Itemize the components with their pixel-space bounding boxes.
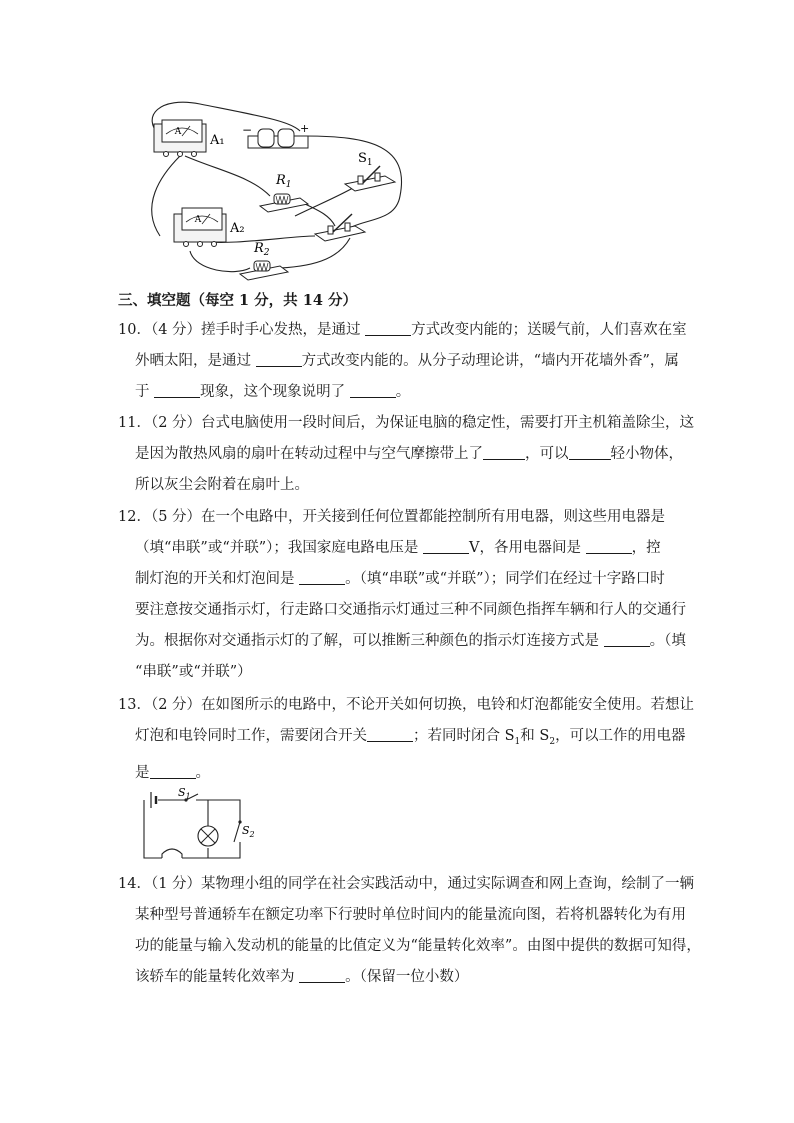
question-10 — [118, 315, 687, 408]
q12-text: 。（填 — [649, 633, 686, 649]
q13-text: ；若同时闭合 S — [413, 728, 515, 744]
switch-s2-icon — [234, 820, 242, 842]
q12-text: ，控 — [631, 540, 661, 556]
switch-icon — [315, 214, 365, 241]
q14-text: 。（保留一位小数） — [345, 969, 469, 985]
answer-blank[interactable] — [367, 726, 413, 742]
q10-text: 。 — [395, 384, 411, 400]
question-14 — [118, 869, 701, 993]
resistor-r2-icon — [240, 261, 288, 280]
q10-text: 于 — [135, 384, 155, 400]
circuit-figure-ammeters — [140, 96, 410, 282]
q14-text: 14．（1 分）某物理小组的同学在社会实践活动中，通过实际调查和网上查询，绘制了一辆 — [118, 876, 695, 892]
q11-text: 所以灰尘会附着在扇叶上。 — [135, 477, 309, 493]
switch-s1-icon — [345, 166, 395, 191]
q10-text: 现象，这个现象说明了 — [200, 384, 350, 400]
q14-text: 功的能量与输入发动机的能量的比值定义为“能量转化效率”。由图中提供的数据可知得， — [135, 938, 701, 954]
q13-text: ，可以工作的用电器 — [555, 728, 686, 744]
bell-icon — [162, 849, 182, 858]
section-heading: 三、填空题（每空 1 分，共 14 分） — [118, 292, 357, 309]
q13-text: 和 S — [520, 728, 550, 744]
battery-minus-label: − — [242, 123, 253, 137]
question-13 — [118, 690, 695, 789]
ammeter-a1-icon — [154, 120, 206, 157]
switch-s2-label: $S_2$ — [242, 824, 255, 839]
q11-text: ，可以 — [525, 446, 569, 462]
ammeter-a2-label: A₂ — [230, 221, 245, 236]
q11-text: 轻小物体， — [610, 446, 683, 462]
q10-text: 方式改变内能的；送暖气前，人们喜欢在室 — [411, 322, 687, 338]
q12-text: 为。根据你对交通指示灯的了解，可以推断三种颜色的指示灯连接方式是 — [135, 633, 604, 649]
meter-a2-face-label: A — [194, 215, 202, 225]
q12-text: （填“串联”或“并联”）；我国家庭电路电压是 — [135, 540, 424, 556]
answer-blank[interactable] — [604, 631, 650, 647]
q14-text: 该轿车的能量转化效率为 — [135, 969, 300, 985]
q13-text: 是 — [135, 764, 150, 781]
circuit-figure-bell-lamp — [138, 786, 255, 860]
answer-blank[interactable] — [350, 382, 396, 398]
q13-text: 灯泡和电铃同时工作，需要闭合开关 — [135, 728, 367, 744]
ammeter-a1-label: A₁ — [210, 133, 225, 148]
q12-text: 制灯泡的开关和灯泡间是 — [135, 571, 300, 587]
q10-text: 方式改变内能的。从分子动理论讲，“墙内开花墙外香”，属 — [301, 353, 679, 369]
answer-blank[interactable] — [150, 763, 196, 779]
q13-sub: 2 — [549, 736, 556, 747]
q10-text: 10．（4 分）搓手时手心发热，是通过 — [118, 322, 366, 338]
question-11 — [118, 408, 695, 501]
q13-text: 。 — [195, 764, 210, 781]
q12-text: V，各用电器间是 — [469, 540, 586, 556]
resistor-r1-label: $R_1$ — [276, 173, 292, 190]
switch-s1-label: $S_1$ — [358, 151, 373, 168]
question-12 — [118, 502, 684, 688]
q12-text: “串联”或“并联”） — [135, 664, 252, 680]
switch-s1-label: $S_1$ — [178, 786, 191, 801]
answer-blank[interactable] — [365, 320, 411, 336]
lamp-icon — [198, 826, 218, 846]
battery-icon — [151, 792, 156, 808]
q10-text: 外晒太阳，是通过 — [135, 353, 256, 369]
ammeter-a2-icon — [174, 208, 226, 247]
answer-blank[interactable] — [483, 444, 525, 460]
q13-text: 13．（2 分）在如图所示的电路中，不论开关如何切换，电铃和灯泡都能安全使用。若想让 — [118, 697, 695, 713]
answer-blank[interactable] — [154, 382, 200, 398]
answer-blank[interactable] — [586, 538, 632, 554]
q14-text: 某种型号普通轿车在额定功率下行驶时单位时间内的能量流向图，若将机器转化为有用 — [135, 907, 686, 923]
q12-text: 12．（5 分）在一个电路中，开关接到任何位置都能控制所有用电器，则这些用电器是 — [118, 509, 666, 525]
meter-a-label: A — [174, 127, 182, 137]
answer-blank[interactable] — [256, 351, 302, 367]
battery-icon — [248, 129, 308, 148]
resistor-r1-icon — [260, 194, 308, 212]
answer-blank[interactable] — [299, 569, 345, 585]
answer-blank[interactable] — [299, 967, 345, 983]
q11-text: 是因为散热风扇的扇叶在转动过程中与空气摩擦带上了 — [135, 446, 483, 462]
answer-blank[interactable] — [569, 444, 611, 460]
resistor-r2-label: $R_2$ — [254, 241, 270, 258]
q11-text: 11．（2 分）台式电脑使用一段时间后，为保证电脑的稳定性，需要打开主机箱盖除尘，这 — [118, 415, 695, 431]
q12-text: 要注意按交通指示灯，行走路口交通指示灯通过三种不同颜色指挥车辆和行人的交通行 — [135, 602, 686, 618]
answer-blank[interactable] — [423, 538, 469, 554]
battery-plus-label: + — [300, 122, 310, 135]
q13-sub: 1 — [514, 736, 521, 747]
q12-text: 。（填“串联”或“并联”）；同学们在经过十字路口时 — [345, 571, 665, 587]
